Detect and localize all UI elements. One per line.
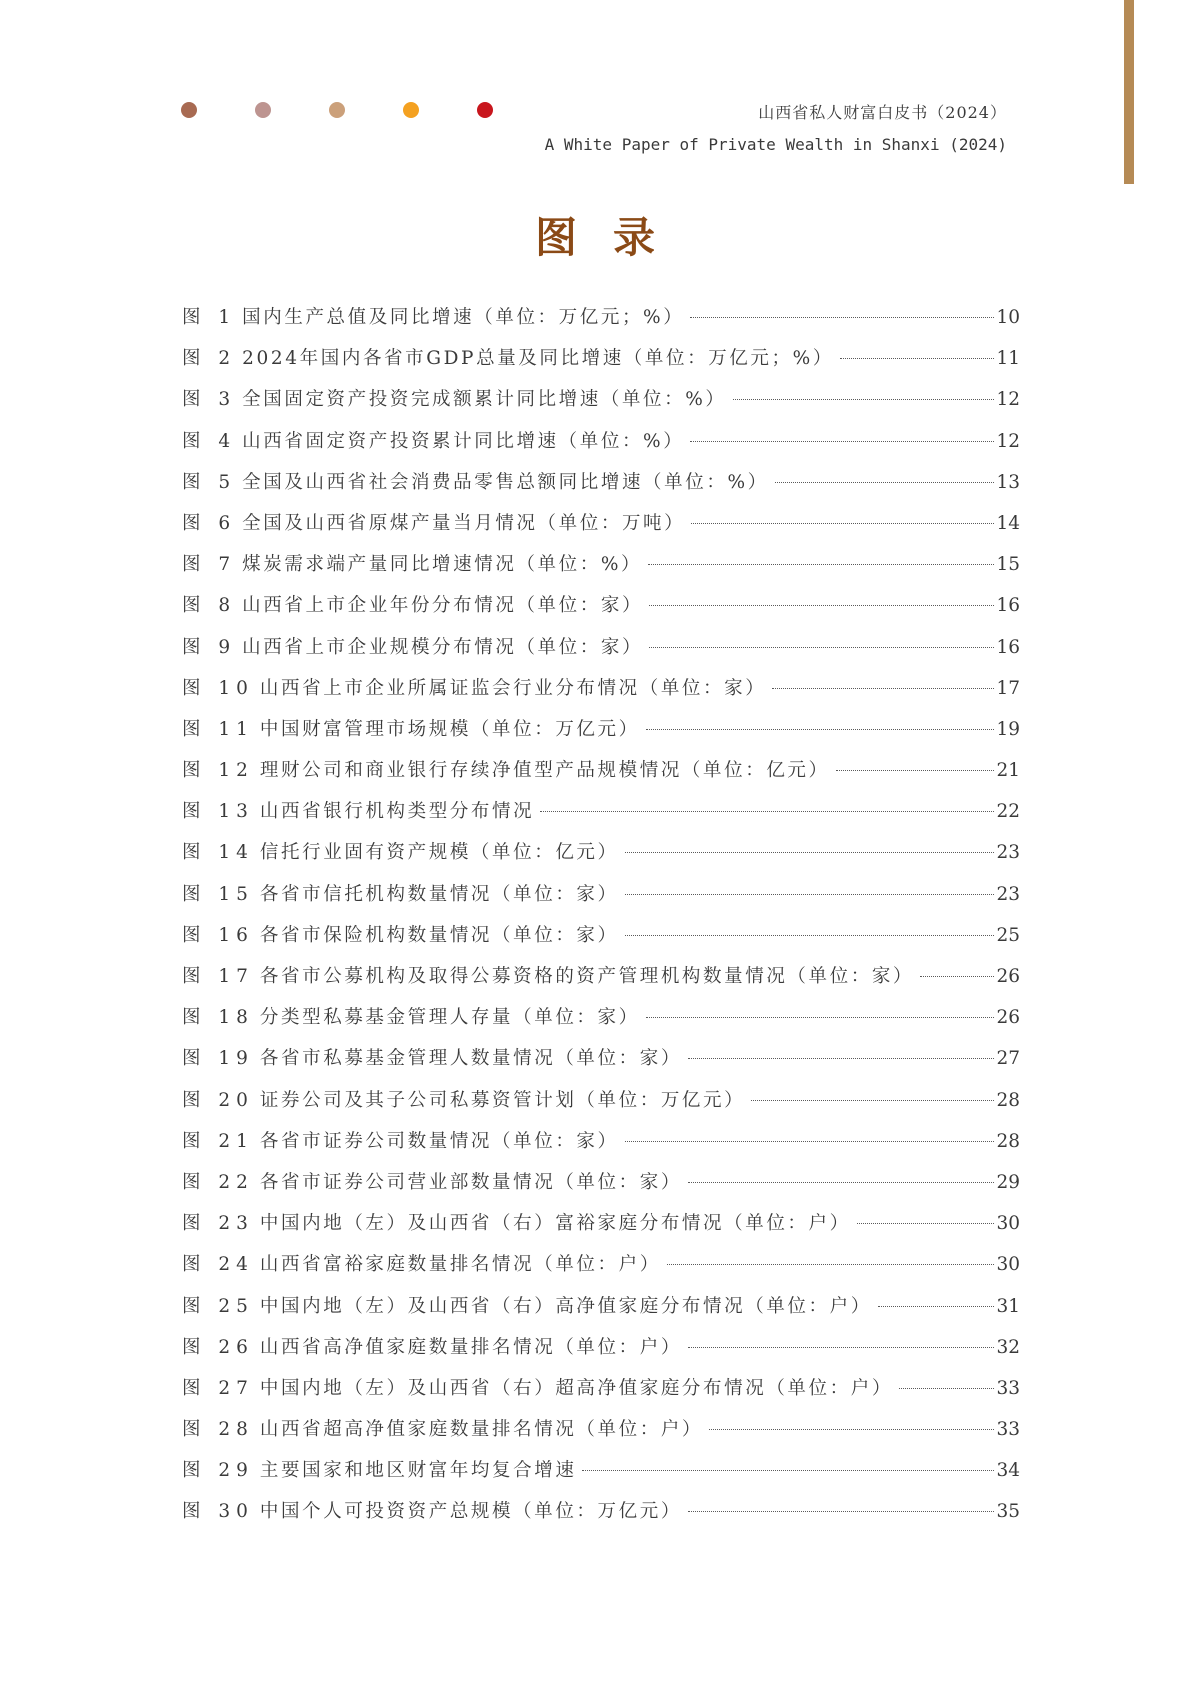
figure-title: 全国固定资产投资完成额累计同比增速（单位：%） [242, 389, 727, 411]
figure-title: 山西省上市企业规模分布情况（单位：家） [242, 636, 644, 658]
page-number: 23 [996, 883, 1020, 905]
figure-number: 图 5 [182, 471, 237, 493]
decorative-dot [255, 102, 271, 118]
figure-number: 图 8 [182, 595, 237, 617]
figure-list-item[interactable] [182, 344, 1020, 385]
dot-leader [899, 1388, 995, 1389]
figure-list-item[interactable] [182, 1292, 1020, 1333]
figure-title: 各省市公募机构及取得公募资格的资产管理机构数量情况（单位：家） [259, 966, 915, 987]
figure-list-item[interactable] [182, 1374, 1020, 1415]
dot-leader [646, 729, 995, 730]
header-title-cn: 山西省私人财富白皮书（2024） [758, 103, 1007, 122]
page-number: 10 [996, 307, 1020, 328]
figure-number: 图 4 [182, 430, 237, 452]
figure-number: 图 6 [182, 512, 237, 534]
dot-leader [878, 1306, 995, 1307]
page-number: 12 [996, 430, 1020, 452]
page-number: 26 [996, 1007, 1020, 1029]
figure-list-item[interactable] [182, 385, 1020, 426]
figure-list-item[interactable] [182, 1456, 1020, 1497]
figure-title: 理财公司和商业银行存续净值型产品规模情况（单位：亿元） [259, 760, 830, 782]
decorative-dot [477, 102, 493, 118]
figure-number: 图 28 [182, 1419, 254, 1441]
dot-leader [857, 1223, 995, 1224]
dot-leader [646, 1017, 995, 1018]
figure-title: 各省市证券公司营业部数量情况（单位：家） [259, 1171, 682, 1193]
figure-list-item[interactable] [182, 303, 1020, 344]
dot-leader [688, 1058, 995, 1059]
page-number: 11 [996, 348, 1020, 370]
figure-title: 全国及山西省社会消费品零售总额同比增速（单位：%） [242, 471, 769, 493]
dot-leader [649, 605, 994, 606]
page-number: 15 [996, 554, 1020, 576]
dot-leader [540, 811, 994, 812]
figure-list-item[interactable] [182, 427, 1020, 468]
figure-title: 主要国家和地区财富年均复合增速 [259, 1460, 577, 1482]
figure-number: 图 22 [182, 1171, 254, 1193]
figure-list-item[interactable] [182, 468, 1020, 509]
figure-number: 图 12 [182, 760, 254, 782]
page-number: 33 [996, 1419, 1020, 1441]
page-number: 26 [996, 966, 1020, 987]
dot-leader [648, 564, 994, 565]
page-number: 28 [996, 1130, 1020, 1152]
figure-number: 图 21 [182, 1130, 254, 1152]
figure-list-item[interactable] [182, 1168, 1020, 1209]
figure-number: 图 17 [182, 966, 254, 987]
figure-title: 信托行业固有资产规模（单位：亿元） [259, 842, 619, 864]
figure-list-item[interactable] [182, 1044, 1020, 1085]
dot-leader [733, 399, 995, 400]
figure-title: 山西省银行机构类型分布情况 [259, 801, 535, 823]
figure-title: 各省市私募基金管理人数量情况（单位：家） [259, 1048, 682, 1070]
dot-leader [691, 523, 994, 524]
figure-number: 图 30 [182, 1501, 254, 1523]
page-number: 34 [996, 1460, 1020, 1482]
dot-leader [688, 1182, 995, 1183]
page-number: 22 [996, 801, 1020, 823]
page-number: 23 [996, 842, 1020, 864]
dot-leader [625, 1141, 995, 1142]
dot-leader [836, 770, 995, 771]
figure-list-item[interactable] [182, 962, 1020, 1003]
page-number: 25 [996, 924, 1020, 946]
figure-title: 中国内地（左）及山西省（右）高净值家庭分布情况（单位：户） [259, 1295, 872, 1317]
figure-title: 全国及山西省原煤产量当月情况（单位：万吨） [242, 512, 686, 534]
figure-list-item[interactable] [182, 674, 1020, 715]
figure-list [182, 303, 1020, 1539]
page-number: 21 [996, 760, 1020, 782]
dot-leader [625, 935, 995, 936]
page-number: 16 [996, 636, 1020, 658]
figure-list-item[interactable] [182, 509, 1020, 550]
figure-list-item[interactable] [182, 1127, 1020, 1168]
page-number: 30 [996, 1213, 1020, 1235]
figure-number: 图 15 [182, 883, 254, 905]
page-number: 12 [996, 389, 1020, 411]
dot-leader [920, 976, 994, 977]
figure-list-item[interactable] [182, 1333, 1020, 1374]
page-number: 31 [996, 1295, 1020, 1317]
figure-list-item[interactable] [182, 756, 1020, 797]
figure-number: 图 10 [182, 677, 254, 699]
page-number: 32 [996, 1336, 1020, 1358]
dot-leader [772, 688, 994, 689]
figure-title: 中国财富管理市场规模（单位：万亿元） [259, 718, 640, 740]
page-title: 图录 [534, 213, 691, 262]
dot-leader [690, 441, 994, 442]
page-number: 14 [996, 512, 1020, 534]
figure-title: 国内生产总值及同比增速（单位：万亿元；%） [242, 307, 685, 328]
figure-title: 2024年国内各省市GDP总量及同比增速（单位：万亿元；%） [242, 348, 834, 370]
figure-title: 各省市信托机构数量情况（单位：家） [259, 883, 619, 905]
figure-number: 图 16 [182, 924, 254, 946]
figure-title: 中国个人可投资资产总规模（单位：万亿元） [259, 1501, 682, 1523]
figure-title: 分类型私募基金管理人存量（单位：家） [259, 1007, 640, 1029]
figure-title: 山西省上市企业年份分布情况（单位：家） [242, 595, 644, 617]
figure-list-item[interactable] [182, 550, 1020, 591]
page-number: 27 [996, 1048, 1020, 1070]
figure-number: 图 18 [182, 1007, 254, 1029]
page-number: 16 [996, 595, 1020, 617]
figure-number: 图 7 [182, 554, 237, 576]
dot-leader [688, 1347, 995, 1348]
figure-number: 图 13 [182, 801, 254, 823]
figure-list-item[interactable] [182, 797, 1020, 838]
figure-list-item[interactable] [182, 1497, 1020, 1538]
figure-number: 图 26 [182, 1336, 254, 1358]
figure-title: 山西省富裕家庭数量排名情况（单位：户） [259, 1254, 661, 1276]
figure-number: 图 29 [182, 1460, 254, 1482]
figure-title: 中国内地（左）及山西省（右）超高净值家庭分布情况（单位：户） [259, 1377, 893, 1399]
dot-leader [751, 1100, 994, 1101]
figure-number: 图 24 [182, 1254, 254, 1276]
figure-list-item[interactable] [182, 838, 1020, 879]
dot-leader [582, 1470, 994, 1471]
figure-title: 中国内地（左）及山西省（右）富裕家庭分布情况（单位：户） [259, 1213, 851, 1235]
figure-title: 山西省超高净值家庭数量排名情况（单位：户） [259, 1419, 704, 1441]
figure-title: 煤炭需求端产量同比增速情况（单位：%） [242, 554, 643, 576]
figure-number: 图 9 [182, 636, 237, 658]
figure-number: 图 27 [182, 1377, 254, 1399]
page-number: 19 [996, 718, 1020, 740]
dot-leader [625, 894, 995, 895]
figure-number: 图 23 [182, 1213, 254, 1235]
dot-leader [709, 1429, 994, 1430]
page-number: 30 [996, 1254, 1020, 1276]
figure-number: 图 2 [182, 348, 237, 370]
decorative-dot [329, 102, 345, 118]
figure-title: 山西省高净值家庭数量排名情况（单位：户） [259, 1336, 682, 1358]
header-title-en: A White Paper of Private Wealth in Shanxi (2024) [544, 135, 1007, 154]
figure-list-item[interactable] [182, 1209, 1020, 1250]
figure-list-item[interactable] [182, 591, 1020, 632]
figure-title: 各省市证券公司数量情况（单位：家） [259, 1130, 619, 1152]
page-number: 17 [996, 677, 1020, 699]
figure-number: 图 25 [182, 1295, 254, 1317]
page-number: 29 [996, 1171, 1020, 1193]
figure-title: 证券公司及其子公司私募资管计划（单位：万亿元） [259, 1089, 746, 1111]
decorative-dot [181, 102, 197, 118]
page-number: 35 [996, 1501, 1020, 1523]
dot-leader [840, 358, 995, 359]
dot-leader [775, 482, 995, 483]
page-number: 33 [996, 1377, 1020, 1399]
figure-number: 图 19 [182, 1048, 254, 1070]
figure-number: 图 11 [182, 718, 254, 740]
figure-list-item[interactable] [182, 921, 1020, 962]
figure-list-item[interactable] [182, 880, 1020, 921]
page-number: 28 [996, 1089, 1020, 1111]
decorative-dot [403, 102, 419, 118]
figure-list-item[interactable] [182, 715, 1020, 756]
dot-leader [649, 647, 994, 648]
figure-number: 图 20 [182, 1089, 254, 1111]
figure-list-item[interactable] [182, 1415, 1020, 1456]
accent-side-bar [1124, 0, 1134, 184]
figure-number: 图 1 [182, 307, 237, 328]
dot-leader [625, 852, 995, 853]
figure-number: 图 3 [182, 389, 237, 411]
figure-list-item[interactable] [182, 1250, 1020, 1291]
dot-leader [688, 1511, 995, 1512]
figure-number: 图 14 [182, 842, 254, 864]
figure-list-item[interactable] [182, 633, 1020, 674]
dot-leader [667, 1264, 995, 1265]
page-number: 13 [996, 471, 1020, 493]
figure-list-item[interactable] [182, 1086, 1020, 1127]
figure-title: 山西省上市企业所属证监会行业分布情况（单位：家） [259, 677, 767, 699]
figure-title: 各省市保险机构数量情况（单位：家） [259, 924, 619, 946]
figure-list-item[interactable] [182, 1003, 1020, 1044]
figure-title: 山西省固定资产投资累计同比增速（单位：%） [242, 430, 685, 452]
dot-leader [690, 317, 994, 318]
